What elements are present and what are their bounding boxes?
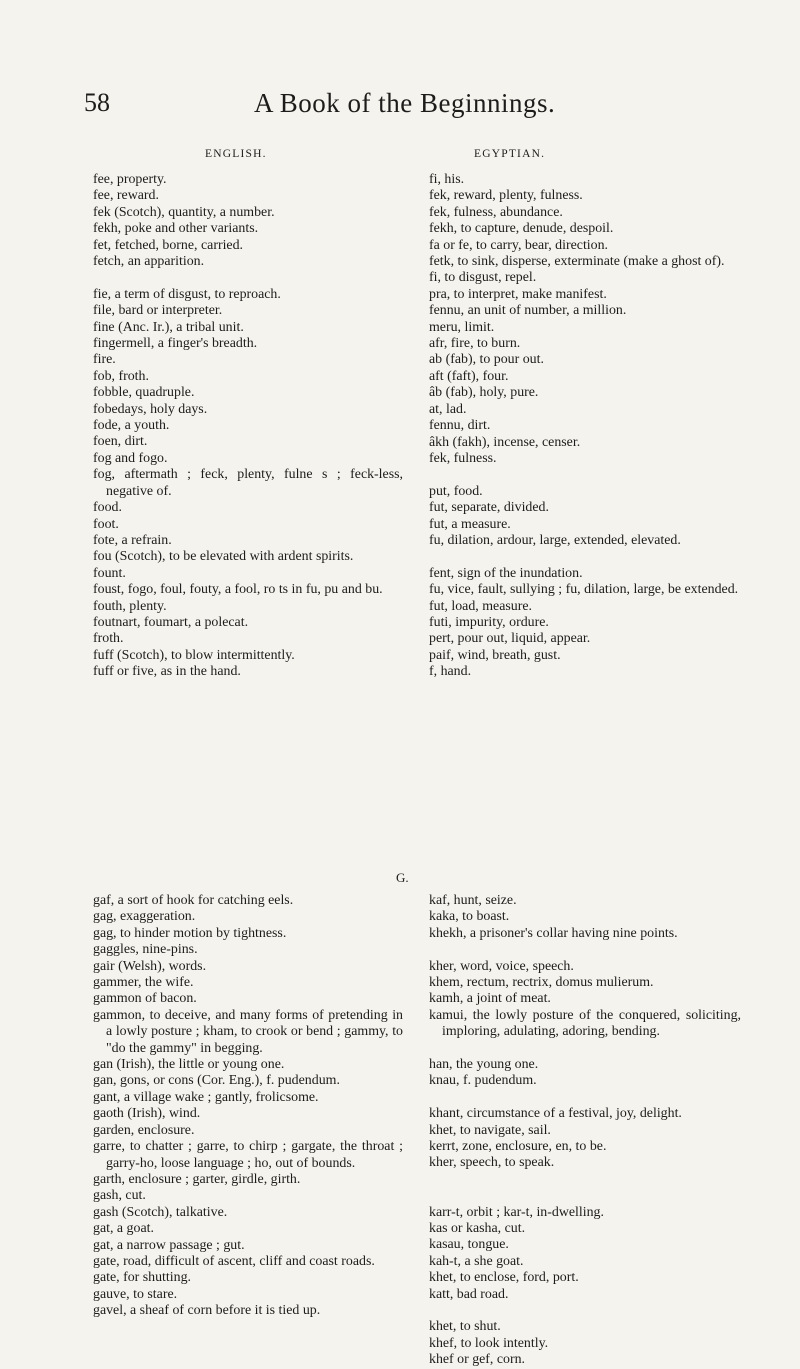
running-title: A Book of the Beginnings. [254, 88, 556, 118]
dictionary-entry: fu, dilation, ardour, large, extended, elevated. [429, 532, 681, 548]
dictionary-entry: fek, reward, plenty, fulness. [429, 188, 583, 204]
entry-gap [429, 467, 741, 483]
dictionary-entry: foust, fogo, foul, fouty, a fool, ro ts in fu, pu and bu. [93, 582, 383, 598]
dictionary-entry: gash (Scotch), talkative. [93, 1204, 228, 1220]
dictionary-entry: fou (Scotch), to be elevated with ardent spirits. [93, 549, 354, 565]
dictionary-entry: fetch, an apparition. [93, 254, 205, 270]
egyptian-column-heading: EGYPTIAN. [474, 148, 546, 160]
dictionary-entry: gauve, to stare. [93, 1286, 178, 1302]
dictionary-entry: fine (Anc. Ir.), a tribal unit. [93, 319, 244, 335]
dictionary-entry: fote, a refrain. [93, 532, 172, 548]
dictionary-entry: khet, to shut. [429, 1319, 501, 1335]
dictionary-entry: fode, a youth. [93, 418, 170, 434]
dictionary-entry: khem, rectum, rectrix, domus mulierum. [429, 975, 654, 991]
dictionary-entry: garre, to chatter ; garre, to chirp ; gargate, the throat ; garry-ho, loose language ; ho, out of bounds. [93, 1139, 403, 1171]
dictionary-entry: fu, vice, fault, sullying ; fu, dilation, large, be extended. [429, 582, 739, 598]
dictionary-entry: fekh, poke and other variants. [93, 221, 259, 237]
dictionary-entry: futi, impurity, ordure. [429, 614, 549, 630]
dictionary-entry: khekh, a prisoner's collar having nine points. [429, 925, 678, 941]
dictionary-entry: gaggles, nine-pins. [93, 942, 198, 958]
english-column-heading: ENGLISH. [205, 148, 267, 160]
entry-gap [429, 1172, 741, 1188]
entry-gap [429, 549, 741, 565]
dictionary-entry: gavel, a sheaf of corn before it is tied up. [93, 1303, 321, 1319]
dictionary-entry: gaf, a sort of hook for catching eels. [93, 893, 294, 908]
dictionary-entry: kas or kasha, cut. [429, 1221, 526, 1237]
dictionary-entry: fet, fetched, borne, carried. [93, 237, 244, 253]
dictionary-entry: khant, circumstance of a festival, joy, delight. [429, 1106, 682, 1122]
dictionary-entry: âkh (fakh), incense, censer. [429, 434, 581, 450]
dictionary-entry: khef, to look intently. [429, 1335, 549, 1351]
dictionary-entry: fee, reward. [93, 188, 159, 204]
dictionary-entry: foot. [93, 516, 119, 532]
english-g-entries [93, 893, 403, 1320]
dictionary-entry: food. [93, 500, 122, 516]
dictionary-entry: fi, to disgust, repel. [429, 270, 537, 286]
dictionary-entry: meru, limit. [429, 319, 495, 335]
dictionary-entry: knau, f. pudendum. [429, 1073, 537, 1089]
dictionary-entry: gat, a narrow passage ; gut. [93, 1237, 245, 1253]
dictionary-entry: fut, load, measure. [429, 598, 532, 614]
dictionary-entry: kher, speech, to speak. [429, 1155, 555, 1171]
dictionary-entry: karr-t, orbit ; kar-t, in-dwelling. [429, 1204, 604, 1220]
dictionary-entry: fetk, to sink, disperse, exterminate (make a ghost of). [429, 254, 725, 270]
dictionary-entry: kamh, a joint of meat. [429, 991, 551, 1007]
dictionary-entry: gate, road, difficult of ascent, cliff and coast roads. [93, 1253, 375, 1269]
dictionary-entry: fuff (Scotch), to blow intermittently. [93, 647, 295, 663]
entry-gap [429, 1090, 741, 1106]
dictionary-entry: aft (faft), four. [429, 368, 509, 384]
dictionary-entry: âb (fab), holy, pure. [429, 385, 539, 401]
dictionary-entry: foutnart, foumart, a polecat. [93, 614, 249, 630]
dictionary-entry: fut, separate, divided. [429, 500, 549, 516]
entry-gap [429, 1188, 741, 1204]
page-header [84, 88, 724, 128]
dictionary-entry: fog and fogo. [93, 450, 168, 466]
english-f-entries [93, 172, 403, 681]
dictionary-entry: fa or fe, to carry, bear, direction. [429, 237, 609, 253]
dictionary-entry: gammon, to deceive, and many forms of pretending in a lowly posture ; kham, to crook or bend ; gammy, to "do the gammy" in begging. [93, 1007, 403, 1056]
dictionary-entry: khet, to enclose, ford, port. [429, 1270, 579, 1286]
dictionary-entry: fob, froth. [93, 368, 149, 384]
entry-gap [429, 1041, 741, 1057]
dictionary-entry: gair (Welsh), words. [93, 958, 207, 974]
dictionary-entry: kerrt, zone, enclosure, en, to be. [429, 1139, 607, 1155]
dictionary-entry: fie, a term of disgust, to reproach. [93, 286, 281, 302]
dictionary-entry: garden, enclosure. [93, 1122, 195, 1138]
dictionary-entry: garth, enclosure ; garter, girdle, girth. [93, 1171, 301, 1187]
dictionary-entry: gan, gons, or cons (Cor. Eng.), f. pudendum. [93, 1073, 340, 1089]
dictionary-entry: fuff or five, as in the hand. [93, 664, 241, 680]
dictionary-entry: gate, for shutting. [93, 1270, 191, 1286]
dictionary-entry: pert, pour out, liquid, appear. [429, 631, 591, 647]
dictionary-entry: gammer, the wife. [93, 975, 194, 991]
dictionary-entry: fek, fulness. [429, 450, 497, 466]
dictionary-entry: paif, wind, breath, gust. [429, 647, 561, 663]
dictionary-entry: fingermell, a finger's breadth. [93, 336, 258, 352]
dictionary-entry: pra, to interpret, make manifest. [429, 286, 607, 302]
page-number: 58 [84, 88, 110, 117]
dictionary-entry: kamui, the lowly posture of the conquered, soliciting, imploring, adulating, adoring, bending. [429, 1007, 741, 1040]
dictionary-entry: fount. [93, 565, 126, 581]
entry-gap [93, 270, 403, 286]
dictionary-entry: kher, word, voice, speech. [429, 958, 574, 974]
dictionary-entry: fee, property. [93, 172, 167, 187]
dictionary-entry: gammon of bacon. [93, 991, 197, 1007]
dictionary-entry: kaf, hunt, seize. [429, 893, 517, 908]
dictionary-entry: ab (fab), to pour out. [429, 352, 544, 368]
dictionary-entry: gash, cut. [93, 1188, 146, 1204]
dictionary-entry: fekh, to capture, denude, despoil. [429, 221, 614, 237]
dictionary-entry: fobble, quadruple. [93, 385, 195, 401]
dictionary-entry: kasau, tongue. [429, 1237, 509, 1253]
dictionary-entry: khef or gef, corn. [429, 1352, 526, 1368]
dictionary-entry: fi, his. [429, 172, 465, 187]
dictionary-entry: gaoth (Irish), wind. [93, 1106, 201, 1122]
dictionary-entry: kaka, to boast. [429, 909, 510, 925]
dictionary-entry: file, bard or interpreter. [93, 303, 223, 319]
dictionary-entry: gant, a village wake ; gantly, frolicsome. [93, 1089, 319, 1105]
dictionary-entry: khet, to navigate, sail. [429, 1122, 551, 1138]
dictionary-entry: f, hand. [429, 664, 472, 680]
dictionary-entry: han, the young one. [429, 1057, 539, 1073]
dictionary-entry: fire. [93, 352, 116, 368]
dictionary-entry: gag, to hinder motion by tightness. [93, 925, 287, 941]
dictionary-entry: at, lad. [429, 401, 467, 417]
dictionary-entry: put, food. [429, 483, 483, 499]
dictionary-entry: gag, exaggeration. [93, 909, 196, 925]
dictionary-entry: afr, fire, to burn. [429, 336, 521, 352]
dictionary-entry: foen, dirt. [93, 434, 148, 450]
dictionary-entry: froth. [93, 631, 124, 647]
dictionary-entry: fent, sign of the inundation. [429, 565, 583, 581]
entry-gap [429, 1303, 741, 1319]
dictionary-entry: fennu, dirt. [429, 418, 491, 434]
egyptian-g-entries [429, 893, 741, 1369]
dictionary-entry: gat, a goat. [93, 1221, 154, 1237]
section-letter: G. [396, 870, 409, 885]
dictionary-entry: fek (Scotch), quantity, a number. [93, 204, 275, 220]
entry-gap [429, 942, 741, 958]
egyptian-f-entries [429, 172, 741, 681]
dictionary-entry: kah-t, a she goat. [429, 1253, 524, 1269]
dictionary-entry: fennu, an unit of number, a million. [429, 303, 627, 319]
dictionary-entry: fut, a measure. [429, 516, 511, 532]
dictionary-entry: fek, fulness, abundance. [429, 204, 563, 220]
dictionary-entry: fobedays, holy days. [93, 401, 208, 417]
dictionary-entry: fog, aftermath ; feck, plenty, fulne s ; feck-less, negative of. [93, 467, 403, 499]
dictionary-entry: katt, bad road. [429, 1286, 509, 1302]
dictionary-entry: gan (Irish), the little or young one. [93, 1057, 285, 1073]
dictionary-entry: fouth, plenty. [93, 598, 167, 614]
